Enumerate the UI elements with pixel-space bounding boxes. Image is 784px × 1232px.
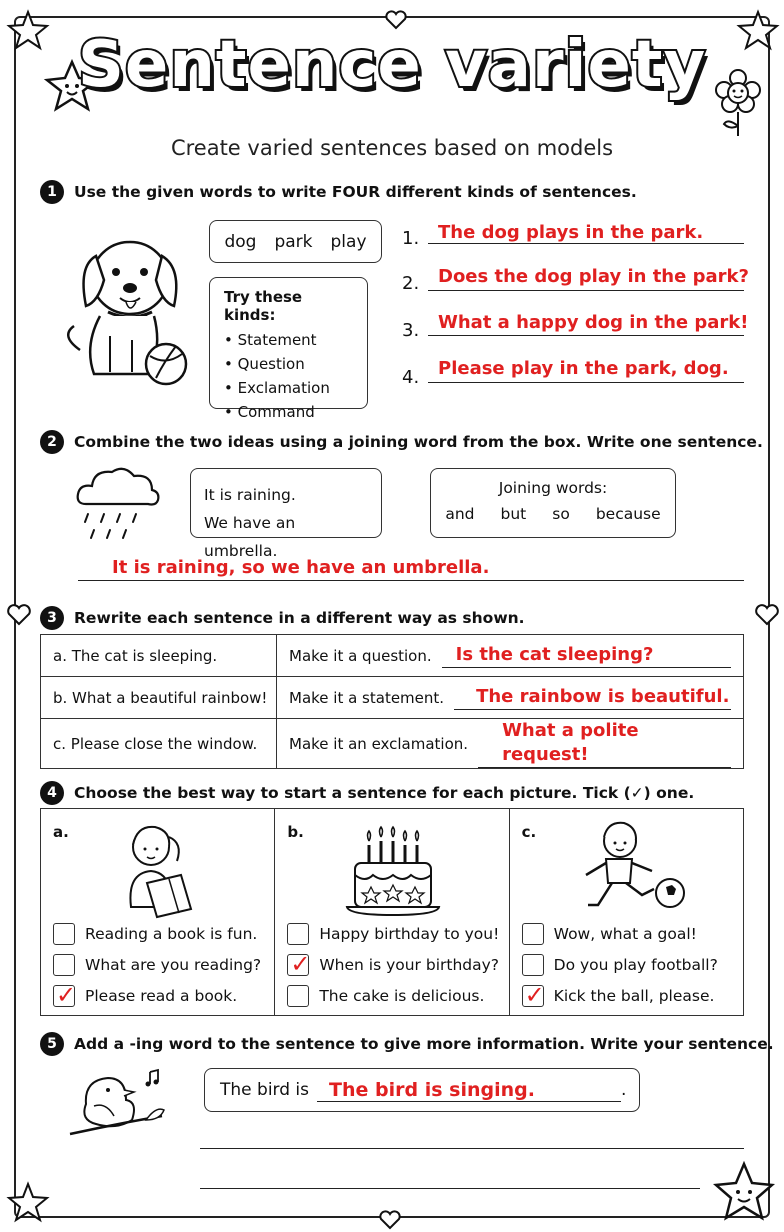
question-4-instruction: Choose the best way to start a sentence for each picture. Tick (✓) one.: [74, 784, 695, 802]
sentence-end: .: [621, 1080, 627, 1100]
question-number: 5: [40, 1032, 64, 1056]
choice-option[interactable]: [287, 923, 499, 945]
choice-column-b: [275, 809, 509, 1015]
choice-option[interactable]: [522, 954, 718, 976]
rewrite-answer: Is the cat sleeping?: [442, 643, 731, 668]
joining-words-box: [430, 468, 676, 538]
table-row: [41, 719, 744, 769]
answer-text: The dog plays in the park.: [438, 222, 704, 243]
table-row: [41, 635, 744, 677]
ideas-box: [190, 468, 382, 560]
given-words-box: [209, 220, 382, 263]
answer-number: 3.: [402, 320, 420, 341]
choice-column-c: [510, 809, 743, 1015]
answer-number: 4.: [402, 367, 420, 388]
heart-icon: [6, 602, 32, 628]
question-5-instruction: Add a -ing word to the sentence to give more information. Write your sentence.: [74, 1035, 774, 1053]
tick-box[interactable]: [53, 954, 75, 976]
option-label: The cake is delicious.: [319, 987, 485, 1005]
dog-with-ball-illustration: [50, 216, 200, 396]
writing-line: [200, 1188, 700, 1189]
tick-box[interactable]: [522, 954, 544, 976]
rewrite-table: [40, 634, 744, 769]
choice-option[interactable]: [53, 923, 257, 945]
singing-bird-illustration: [66, 1064, 176, 1144]
answer-number: 1.: [402, 228, 420, 249]
tick-box[interactable]: [287, 985, 309, 1007]
smiling-star-icon: [712, 1160, 776, 1224]
question-number: 1: [40, 180, 64, 204]
answer-text: Does the dog play in the park?: [438, 266, 749, 287]
kind-item: • Command: [224, 400, 353, 424]
option-label: Reading a book is fun.: [85, 925, 258, 943]
question-number: 4: [40, 781, 64, 805]
idea-2: We have an umbrella.: [204, 514, 296, 560]
answer-text: What a happy dog in the park!: [438, 312, 749, 333]
question-5-heading: [40, 1032, 774, 1056]
girl-reading-illustration: [107, 817, 207, 921]
sentence-kinds-box: [209, 277, 368, 421]
given-word: play: [330, 231, 367, 252]
joining-word: but: [500, 505, 527, 523]
heart-icon: [754, 602, 780, 628]
kind-item: • Statement: [224, 328, 353, 352]
rewrite-answer: The rainbow is beautiful.: [454, 685, 731, 710]
original-sentence: b. What a beautiful rainbow!: [41, 677, 277, 719]
sentence-prompt: The bird is: [220, 1080, 310, 1100]
question-number: 2: [40, 430, 64, 454]
question-3-instruction: Rewrite each sentence in a different way as shown.: [74, 609, 525, 627]
option-label: When is your birthday?: [319, 956, 500, 974]
question-2-instruction: Combine the two ideas using a joining word from the box. Write one sentence.: [74, 433, 763, 451]
kind-item: • Exclamation: [224, 376, 353, 400]
star-icon: [6, 1180, 50, 1224]
option-label: Do you play football?: [553, 956, 718, 974]
sentence-completion-box: [204, 1068, 640, 1112]
picture-choice-grid: [40, 808, 744, 1016]
joining-word: so: [552, 505, 570, 523]
choice-option[interactable]: [522, 923, 697, 945]
tick-box[interactable]: [287, 923, 309, 945]
tick-box[interactable]: [522, 923, 544, 945]
answer-line: [428, 335, 744, 336]
kind-item: • Question: [224, 352, 353, 376]
answer-number: 2.: [402, 273, 420, 294]
given-word: park: [274, 231, 313, 252]
birthday-cake-illustration: [333, 819, 443, 919]
answer-line: [428, 243, 744, 244]
question-1-instruction: Use the given words to write FOUR different kinds of sentences.: [74, 183, 637, 201]
worksheet-subtitle: Create varied sentences based on models: [170, 136, 614, 160]
heart-icon: [378, 1208, 402, 1232]
table-row: [41, 677, 744, 719]
question-1-heading: [40, 180, 637, 204]
rewrite-task: Make it a question.: [289, 646, 432, 665]
question-number: 3: [40, 606, 64, 630]
combined-sentence-answer: It is raining, so we have an umbrella.: [112, 557, 490, 578]
answer-line: [428, 382, 744, 383]
option-label: Please read a book.: [85, 987, 238, 1005]
choice-option[interactable]: [53, 954, 261, 976]
option-label: Kick the ball, please.: [553, 987, 715, 1005]
rain-cloud-icon: [72, 460, 164, 544]
given-word: dog: [224, 231, 257, 252]
rewrite-answer: What a polite request!: [478, 719, 731, 768]
question-2-heading: [40, 430, 763, 454]
joining-words-title: Joining words:: [498, 479, 608, 497]
tick-box-checked[interactable]: [53, 985, 75, 1007]
answer-line: [78, 580, 744, 581]
rewrite-cell: [277, 635, 744, 677]
joining-word: and: [445, 505, 475, 523]
writing-line: [200, 1148, 744, 1149]
joining-word: because: [595, 505, 661, 523]
tick-box-checked[interactable]: [522, 985, 544, 1007]
choice-option[interactable]: [53, 985, 237, 1007]
sentence-answer: The bird is singing.: [317, 1079, 621, 1102]
original-sentence: c. Please close the window.: [41, 719, 277, 769]
choice-option[interactable]: [287, 985, 484, 1007]
column-letter: a.: [53, 823, 69, 841]
choice-column-a: [41, 809, 275, 1015]
option-label: Wow, what a goal!: [553, 925, 697, 943]
rewrite-cell: [277, 677, 744, 719]
boy-kicking-ball-illustration: [568, 813, 688, 923]
tick-box-checked[interactable]: [287, 954, 309, 976]
question-3-heading: [40, 606, 525, 630]
answer-text: Please play in the park, dog.: [438, 358, 729, 379]
column-letter: b.: [287, 823, 304, 841]
original-sentence: a. The cat is sleeping.: [41, 635, 277, 677]
option-label: What are you reading?: [85, 956, 262, 974]
choice-option[interactable]: [287, 954, 499, 976]
question-4-heading: [40, 781, 694, 805]
rewrite-task: Make it an exclamation.: [289, 734, 469, 753]
rewrite-cell: [277, 719, 744, 769]
option-label: Happy birthday to you!: [319, 925, 500, 943]
rewrite-task: Make it a statement.: [289, 688, 445, 707]
tick-box[interactable]: [53, 923, 75, 945]
worksheet-title: Sentence variety: [77, 28, 707, 102]
column-letter: c.: [521, 823, 537, 841]
answer-line: [428, 290, 744, 291]
choice-option[interactable]: [522, 985, 715, 1007]
idea-1: It is raining.: [204, 486, 296, 504]
kinds-title: Try these kinds:: [224, 288, 303, 324]
